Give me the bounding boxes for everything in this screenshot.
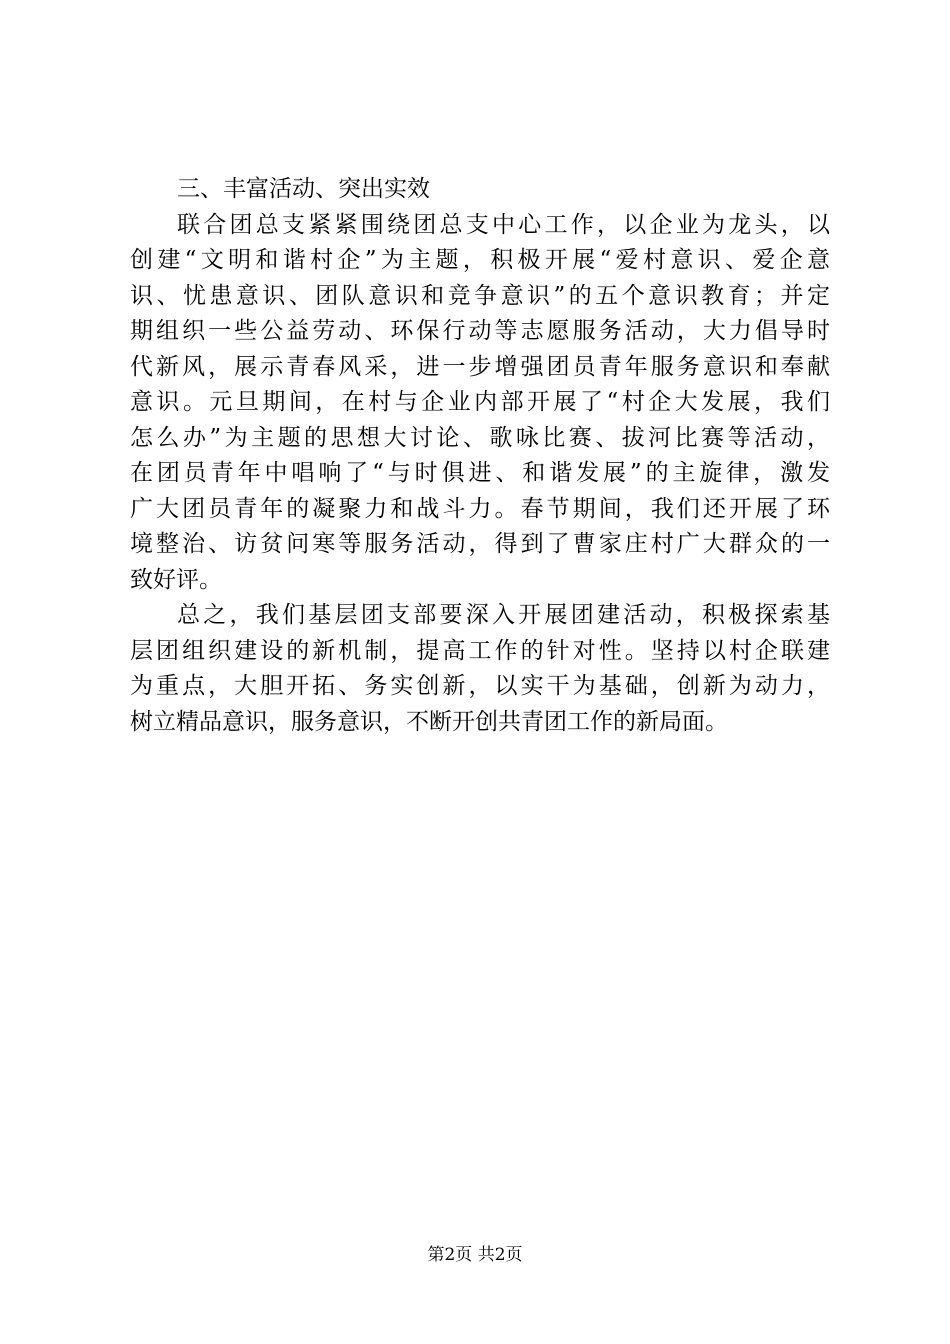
paragraph-line: 在团员青年中唱响了“与时俱进、和谐发展”的主旋律，激发 — [130, 460, 830, 486]
paragraph-line: 树立精品意识，服务意识，不断开创共青团工作的新局面。 — [130, 708, 728, 735]
paragraph-line: 联合团总支紧紧围绕团总支中心工作，以企业为龙头，以 — [177, 211, 830, 238]
section-heading: 三、丰富活动、突出实效 — [177, 176, 430, 202]
paragraph-line: 致好评。 — [130, 566, 222, 593]
paragraph-line: 层团组织建设的新机制，提高工作的针对性。坚持以村企联建 — [130, 637, 830, 664]
paragraph-line: 代新风，展示青春风采，进一步增强团员青年服务意识和奉献 — [130, 353, 830, 380]
paragraph-summary — [130, 598, 830, 740]
paragraph-line: 创建“文明和谐村企”为主题，积极开展“爱村意识、爱企意 — [130, 247, 830, 273]
paragraph-line: 为重点，大胆开拓、务实创新，以实干为基础，创新为动力， — [130, 673, 830, 699]
paragraph-line: 期组织一些公益劳动、环保行动等志愿服务活动，大力倡导时 — [130, 318, 830, 344]
paragraph-activities — [130, 208, 830, 599]
paragraph-line: 总之，我们基层团支部要深入开展团建活动，积极探索基 — [177, 602, 830, 628]
page-number-footer: 第2页 共2页 — [427, 1245, 523, 1265]
document-body — [130, 172, 830, 740]
paragraph-line: 广大团员青年的凝聚力和战斗力。春节期间，我们还开展了环 — [130, 495, 830, 522]
paragraph-line: 识、忧患意识、团队意识和竞争意识”的五个意识教育；并定 — [130, 282, 830, 309]
paragraph-line: 意识。元旦期间，在村与企业内部开展了“村企大发展，我们 — [130, 389, 830, 415]
paragraph-line: 怎么办”为主题的思想大讨论、歌咏比赛、拔河比赛等活动， — [130, 424, 830, 451]
paragraph-line: 境整治、访贫问寒等服务活动，得到了曹家庄村广大群众的一 — [130, 531, 830, 557]
